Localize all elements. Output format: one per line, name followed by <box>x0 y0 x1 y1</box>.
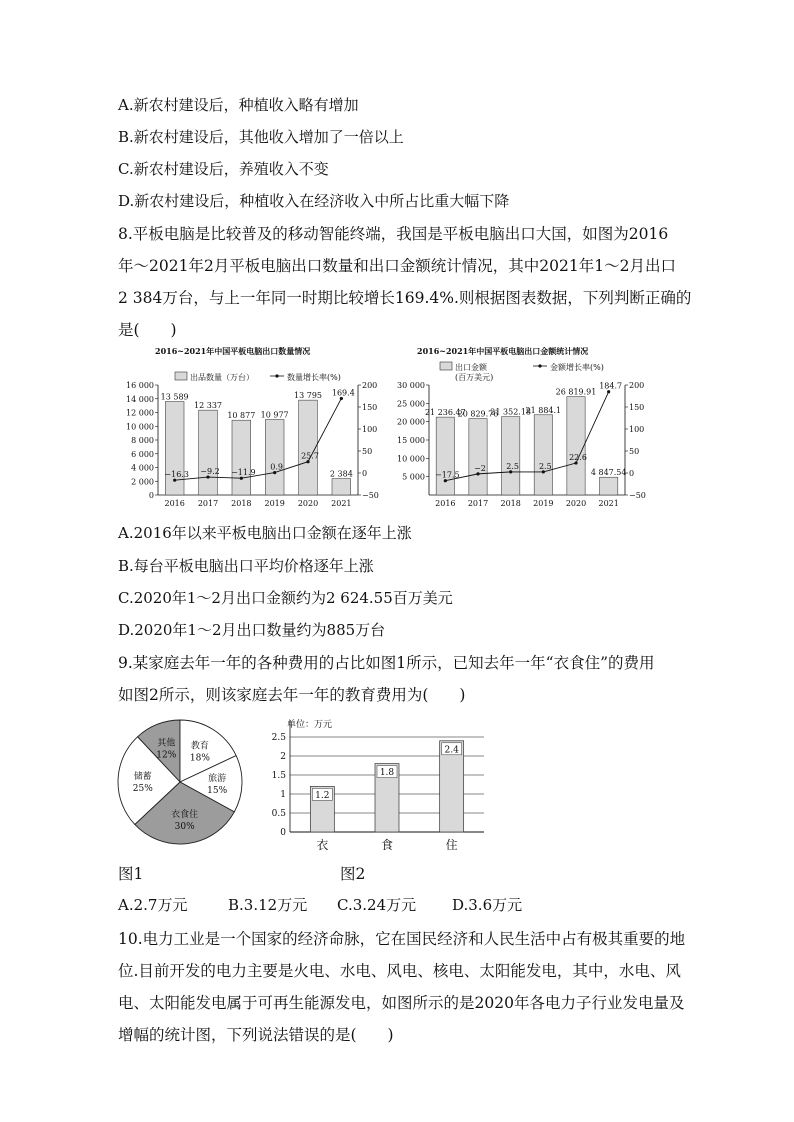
legend-label: 数量增长率(%) <box>287 373 341 382</box>
q7-option-d: D.新农村建设后，种植收入在经济收入中所占比重大幅下降 <box>118 192 510 210</box>
q7-option-c: C.新农村建设后，养殖收入不变 <box>118 160 329 178</box>
bar <box>332 479 351 495</box>
bar-value-label: 2 384 <box>329 469 353 479</box>
bar-value-label: 12 337 <box>194 401 222 411</box>
bar-value-label: 13 795 <box>294 391 322 401</box>
y-tick-label: 1.5 <box>271 771 286 781</box>
bar <box>534 415 552 495</box>
x-tick-label: 2017 <box>197 499 219 508</box>
y2-tick-label: 150 <box>629 403 645 412</box>
bar <box>502 417 520 495</box>
x-tick-label: 食 <box>380 838 394 852</box>
growth-rate-label: 22.6 <box>569 453 587 463</box>
chart-title: 2016~2021年中国平板电脑出口数量情况 <box>155 346 311 356</box>
growth-rate-label: −17.5 <box>435 470 460 480</box>
bar <box>469 419 487 495</box>
bar-value-label: 2.4 <box>444 745 459 756</box>
x-tick-label: 2021 <box>598 499 619 508</box>
legend-bar-swatch <box>440 362 452 370</box>
pie-slice-percent: 18% <box>189 753 210 764</box>
x-tick-label: 2020 <box>565 499 587 508</box>
y-tick-label: 25 000 <box>397 399 425 409</box>
y2-tick-label: 0 <box>362 469 368 478</box>
pie-slice-percent: 12% <box>156 750 177 761</box>
y2-tick-label: 200 <box>629 381 645 390</box>
x-tick-label: 2020 <box>297 499 319 508</box>
y-tick-label: 30 000 <box>397 381 425 390</box>
growth-rate-label: −11.9 <box>231 468 256 478</box>
pie-slice-label: 衣食住 <box>171 809 199 820</box>
y2-tick-label: 50 <box>629 447 640 456</box>
y-tick-label: 20 000 <box>397 417 425 427</box>
x-tick-label: 2018 <box>500 499 521 508</box>
q8-option-d: D.2020年1～2月出口数量约为885万台 <box>118 621 386 639</box>
q10-stem-line: 增幅的统计图，下列说法错误的是( ) <box>118 1026 394 1044</box>
fig2-label: 图2 <box>340 865 366 883</box>
q9-stem-line: 如图2所示，则该家庭去年一年的教育费用为( ) <box>118 686 466 704</box>
legend-bar-swatch <box>175 372 187 380</box>
bar-value-label: 26 819.91 <box>555 387 597 397</box>
q10-stem-line: 位.目前开发的电力主要是火电、水电、风电、核电、太阳能发电，其中，水电、风 <box>118 962 681 980</box>
q9-option-d: D.3.6万元 <box>452 896 523 914</box>
y-tick-label: 0 <box>280 828 286 838</box>
q8-stem-line: 2 384万台，与上一年同一时期比较增长169.4%.则根据图表数据，下列判断正确的 <box>118 289 692 307</box>
bar <box>436 417 454 495</box>
pie-slice-label: 其他 <box>157 738 176 749</box>
clothing-food-housing-bar-chart <box>262 712 502 857</box>
y2-tick-label: 100 <box>629 425 645 434</box>
y2-tick-label: −50 <box>629 491 646 500</box>
q7-option-b: B.新农村建设后，其他收入增加了一倍以上 <box>118 128 404 146</box>
bar <box>199 410 218 495</box>
x-tick-label: 2019 <box>533 499 554 508</box>
x-tick-label: 2016 <box>164 499 185 508</box>
y-tick-label: 2 000 <box>131 477 154 487</box>
x-tick-label: 2017 <box>467 499 489 508</box>
y-tick-label: 16 000 <box>126 381 154 390</box>
bar <box>232 420 251 495</box>
q9-option-a: A.2.7万元 <box>118 896 188 914</box>
expense-pie-chart <box>115 712 265 852</box>
y-tick-label: 10 000 <box>397 454 425 464</box>
bar-value-label: 13 589 <box>160 392 189 402</box>
bar <box>299 400 318 495</box>
bar-value-label: 20 829.76 <box>457 409 499 419</box>
legend-line-marker <box>538 364 541 367</box>
y2-tick-label: 50 <box>362 447 373 456</box>
growth-rate-label: 169.4 <box>331 388 355 398</box>
x-tick-label: 衣 <box>316 838 329 852</box>
x-tick-label: 2019 <box>264 499 285 508</box>
y-tick-label: 6 000 <box>131 449 154 459</box>
x-tick-label: 住 <box>445 838 458 852</box>
y-tick-label: 15 000 <box>397 436 425 445</box>
growth-rate-label: 2.5 <box>538 461 552 471</box>
bar-value-label: 21 236.47 <box>424 408 466 418</box>
fig1-label: 图1 <box>118 865 144 883</box>
y-tick-label: 4 000 <box>131 463 154 473</box>
y-tick-label: 1 <box>280 790 286 800</box>
q8-option-a: A.2016年以来平板电脑出口金额在逐年上涨 <box>118 524 412 542</box>
bar-value-label: 10 877 <box>227 411 256 421</box>
y-tick-label: 14 000 <box>126 394 154 404</box>
growth-rate-label: 2.5 <box>506 461 520 471</box>
growth-rate-label: −2 <box>474 463 486 473</box>
x-tick-label: 2018 <box>231 499 252 508</box>
pie-slice-percent: 15% <box>207 786 228 797</box>
q8-option-c: C.2020年1～2月出口金额约为2 624.55百万美元 <box>118 589 453 607</box>
bar-value-label: 21 884.1 <box>525 405 562 415</box>
bar-value-label: 4 847.54 <box>590 468 627 478</box>
y-tick-label: 2 <box>280 752 286 762</box>
y-tick-label: 10 000 <box>126 422 154 432</box>
bar <box>265 420 284 495</box>
y-tick-label: 0 <box>148 491 154 500</box>
chart-title: 2016~2021年中国平板电脑出口金额统计情况 <box>417 346 589 356</box>
y-axis-unit: 单位：万元 <box>287 720 333 730</box>
y-tick-label: 2.5 <box>271 733 286 743</box>
q8-stem-line: 年～2021年2月平板电脑出口数量和出口金额统计情况，其中2021年1～2月出口 <box>118 257 676 275</box>
y2-tick-label: 150 <box>362 403 378 412</box>
export-quantity-chart <box>115 340 390 515</box>
q9-option-b: B.3.12万元 <box>228 896 308 914</box>
pie-slice-label: 旅游 <box>208 774 227 785</box>
legend-label: 出品数量（万台） <box>190 373 254 382</box>
q8-stem-line: 是( ) <box>118 321 177 339</box>
legend-label: (百万美元) <box>455 373 494 382</box>
export-amount-chart <box>385 340 675 515</box>
legend-label: 出口金额 <box>455 363 487 372</box>
y-tick-label: 0.5 <box>271 809 286 819</box>
y2-tick-label: 200 <box>362 381 378 390</box>
y-tick-label: 12 000 <box>126 408 154 418</box>
growth-rate-label: 0.9 <box>270 462 284 472</box>
growth-rate-label: −9.2 <box>200 467 220 477</box>
pie-slice-percent: 30% <box>174 821 195 832</box>
y-tick-label: 5 000 <box>402 472 425 482</box>
bar <box>567 397 585 495</box>
q8-stem-line: 8.平板电脑是比较普及的移动智能终端，我国是平板电脑出口大国，如图为2016 <box>118 225 669 243</box>
q8-option-b: B.每台平板电脑出口平均价格逐年上涨 <box>118 557 374 575</box>
bar <box>600 477 618 495</box>
bar-value-label: 1.2 <box>315 790 330 801</box>
bar-value-label: 1.8 <box>379 768 395 779</box>
y-tick-label: 8 000 <box>131 436 154 445</box>
q7-option-a: A.新农村建设后，种植收入略有增加 <box>118 96 359 114</box>
y2-tick-label: −50 <box>362 491 379 500</box>
q10-stem-line: 10.电力工业是一个国家的经济命脉，它在国民经济和人民生活中占有极其重要的地 <box>118 930 686 948</box>
y2-tick-label: 0 <box>629 469 635 478</box>
growth-rate-label: −16.3 <box>164 470 189 480</box>
q9-option-c: C.3.24万元 <box>337 896 417 914</box>
pie-slice-label: 教育 <box>190 741 209 752</box>
bar-value-label: 10 977 <box>260 410 289 420</box>
q10-stem-line: 电、太阳能发电属于可再生能源发电，如图所示的是2020年各电力子行业发电量及 <box>118 994 685 1012</box>
growth-rate-label: 25.7 <box>301 451 319 461</box>
legend-line-marker <box>275 374 278 377</box>
y2-tick-label: 100 <box>362 425 378 434</box>
bar-value-label: 21 352.18 <box>490 407 532 417</box>
pie-slice-label: 储蓄 <box>133 771 152 782</box>
x-tick-label: 2016 <box>435 499 456 508</box>
x-tick-label: 2021 <box>331 499 352 508</box>
legend-label: 金额增长率(%) <box>550 363 604 372</box>
q9-stem-line: 9.某家庭去年一年的各种费用的占比如图1所示，已知去年一年“衣食住”的费用 <box>118 654 655 672</box>
pie-slice-percent: 25% <box>132 783 153 794</box>
growth-rate-label: 184.7 <box>599 381 623 391</box>
